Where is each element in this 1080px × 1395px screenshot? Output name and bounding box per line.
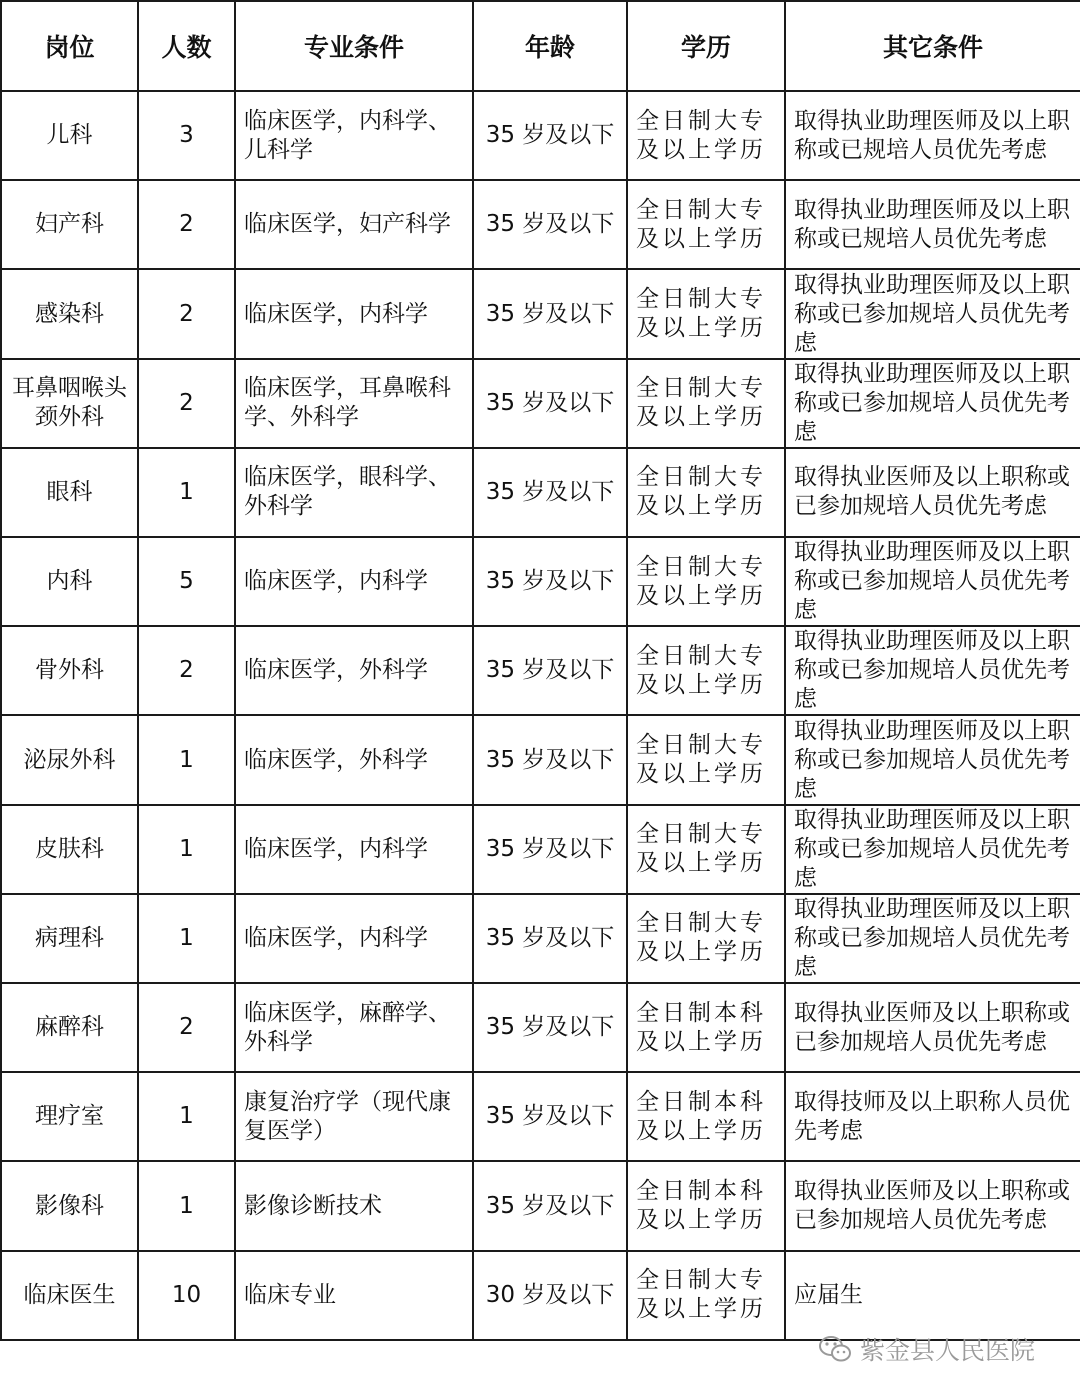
- cell-major: 临床专业: [235, 1251, 473, 1340]
- cell-post: 感染科: [1, 269, 138, 358]
- cell-major: 临床医学，内科学: [235, 537, 473, 626]
- table-row: [1, 715, 1080, 804]
- cell-major: 临床医学，内科学: [235, 805, 473, 894]
- header-education: 学历: [627, 1, 785, 91]
- cell-count: 2: [138, 269, 235, 358]
- cell-count: 2: [138, 180, 235, 269]
- table-row: [1, 983, 1080, 1072]
- wechat-icon: [818, 1334, 852, 1364]
- cell-education: 全日制大专及以上学历: [627, 626, 785, 715]
- cell-count: 1: [138, 894, 235, 983]
- cell-other: 取得执业助理医师及以上职称或已参加规培人员优先考虑: [785, 894, 1080, 983]
- cell-age: 30 岁及以下: [473, 1251, 627, 1340]
- cell-major: 临床医学，耳鼻喉科学、外科学: [235, 359, 473, 448]
- cell-post: 儿科: [1, 91, 138, 180]
- cell-post: 眼科: [1, 448, 138, 537]
- table-row: [1, 1251, 1080, 1340]
- cell-age: 35 岁及以下: [473, 894, 627, 983]
- cell-count: 3: [138, 91, 235, 180]
- header-count: 人数: [138, 1, 235, 91]
- cell-education: 全日制大专及以上学历: [627, 715, 785, 804]
- cell-post: 耳鼻咽喉头颈外科: [1, 359, 138, 448]
- cell-major: 临床医学，妇产科学: [235, 180, 473, 269]
- cell-count: 1: [138, 448, 235, 537]
- cell-major: 康复治疗学（现代康复医学）: [235, 1072, 473, 1161]
- cell-age: 35 岁及以下: [473, 715, 627, 804]
- cell-post: 麻醉科: [1, 983, 138, 1072]
- table-row: [1, 91, 1080, 180]
- cell-other: 取得执业医师及以上职称或已参加规培人员优先考虑: [785, 983, 1080, 1072]
- cell-count: 1: [138, 805, 235, 894]
- cell-other: 取得执业助理医师及以上职称或已参加规培人员优先考虑: [785, 715, 1080, 804]
- table-header: [1, 1, 1080, 91]
- cell-count: 2: [138, 626, 235, 715]
- cell-other: 取得执业医师及以上职称或已参加规培人员优先考虑: [785, 1161, 1080, 1250]
- cell-other: 取得执业助理医师及以上职称或已参加规培人员优先考虑: [785, 269, 1080, 358]
- cell-major: 临床医学，内科学: [235, 894, 473, 983]
- cell-education: 全日制大专及以上学历: [627, 448, 785, 537]
- cell-major: 临床医学，眼科学、外科学: [235, 448, 473, 537]
- cell-count: 5: [138, 537, 235, 626]
- cell-post: 骨外科: [1, 626, 138, 715]
- cell-education: 全日制本科及以上学历: [627, 1161, 785, 1250]
- table-row: [1, 894, 1080, 983]
- table-row: [1, 537, 1080, 626]
- cell-count: 10: [138, 1251, 235, 1340]
- cell-major: 临床医学，麻醉学、外科学: [235, 983, 473, 1072]
- cell-age: 35 岁及以下: [473, 91, 627, 180]
- cell-age: 35 岁及以下: [473, 537, 627, 626]
- cell-education: 全日制大专及以上学历: [627, 359, 785, 448]
- table-row: [1, 626, 1080, 715]
- cell-post: 内科: [1, 537, 138, 626]
- cell-age: 35 岁及以下: [473, 180, 627, 269]
- cell-education: 全日制大专及以上学历: [627, 269, 785, 358]
- table-row: [1, 359, 1080, 448]
- cell-other: 取得执业助理医师及以上职称或已参加规培人员优先考虑: [785, 359, 1080, 448]
- table-row: [1, 269, 1080, 358]
- cell-count: 1: [138, 715, 235, 804]
- cell-age: 35 岁及以下: [473, 448, 627, 537]
- table-row: [1, 448, 1080, 537]
- cell-other: 取得执业助理医师及以上职称或已参加规培人员优先考虑: [785, 626, 1080, 715]
- cell-age: 35 岁及以下: [473, 269, 627, 358]
- cell-post: 病理科: [1, 894, 138, 983]
- cell-education: 全日制大专及以上学历: [627, 894, 785, 983]
- cell-major: 临床医学，内科学: [235, 269, 473, 358]
- cell-other: 取得执业助理医师及以上职称或已规培人员优先考虑: [785, 180, 1080, 269]
- cell-post: 泌尿外科: [1, 715, 138, 804]
- watermark-text: 紫金县人民医院: [860, 1336, 1036, 1365]
- cell-age: 35 岁及以下: [473, 626, 627, 715]
- cell-education: 全日制本科及以上学历: [627, 1072, 785, 1161]
- cell-post: 皮肤科: [1, 805, 138, 894]
- header-row: [1, 1, 1080, 91]
- cell-other: 取得执业助理医师及以上职称或已规培人员优先考虑: [785, 91, 1080, 180]
- cell-other: 取得执业助理医师及以上职称或已参加规培人员优先考虑: [785, 537, 1080, 626]
- cell-education: 全日制本科及以上学历: [627, 983, 785, 1072]
- cell-age: 35 岁及以下: [473, 1161, 627, 1250]
- cell-other: 取得执业医师及以上职称或已参加规培人员优先考虑: [785, 448, 1080, 537]
- cell-major: 临床医学，内科学、儿科学: [235, 91, 473, 180]
- cell-post: 妇产科: [1, 180, 138, 269]
- header-other: 其它条件: [785, 1, 1080, 91]
- cell-post: 影像科: [1, 1161, 138, 1250]
- header-post: 岗位: [1, 1, 138, 91]
- cell-other: 取得技师及以上职称人员优先考虑: [785, 1072, 1080, 1161]
- watermark: [818, 1332, 1035, 1366]
- cell-education: 全日制大专及以上学历: [627, 180, 785, 269]
- cell-post: 理疗室: [1, 1072, 138, 1161]
- cell-post: 临床医生: [1, 1251, 138, 1340]
- table-row: [1, 1161, 1080, 1250]
- cell-count: 2: [138, 359, 235, 448]
- cell-education: 全日制大专及以上学历: [627, 805, 785, 894]
- cell-other: 应届生: [785, 1251, 1080, 1340]
- header-major: 专业条件: [235, 1, 473, 91]
- header-age: 年龄: [473, 1, 627, 91]
- table-row: [1, 805, 1080, 894]
- cell-age: 35 岁及以下: [473, 983, 627, 1072]
- cell-major: 临床医学，外科学: [235, 626, 473, 715]
- cell-other: 取得执业助理医师及以上职称或已参加规培人员优先考虑: [785, 805, 1080, 894]
- cell-major: 影像诊断技术: [235, 1161, 473, 1250]
- cell-age: 35 岁及以下: [473, 359, 627, 448]
- cell-age: 35 岁及以下: [473, 1072, 627, 1161]
- cell-count: 1: [138, 1161, 235, 1250]
- cell-education: 全日制大专及以上学历: [627, 537, 785, 626]
- table-row: [1, 1072, 1080, 1161]
- table-body: [1, 91, 1080, 1340]
- cell-major: 临床医学，外科学: [235, 715, 473, 804]
- table-row: [1, 180, 1080, 269]
- cell-age: 35 岁及以下: [473, 805, 627, 894]
- cell-education: 全日制大专及以上学历: [627, 91, 785, 180]
- cell-count: 2: [138, 983, 235, 1072]
- cell-count: 1: [138, 1072, 235, 1161]
- cell-education: 全日制大专及以上学历: [627, 1251, 785, 1340]
